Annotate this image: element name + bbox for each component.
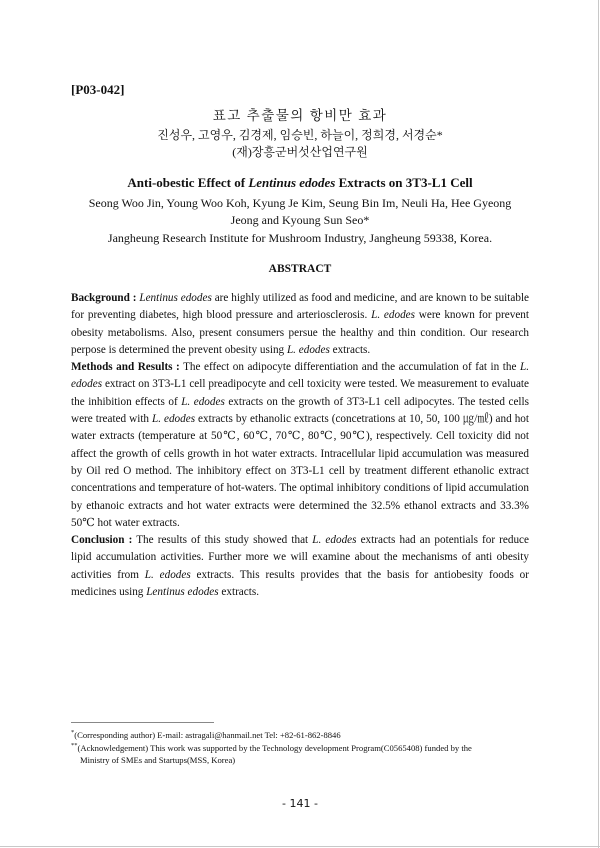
abstract-heading: ABSTRACT bbox=[268, 263, 332, 275]
text-run: extracts. This results provides that the basis for antiobesity foods or medicines using bbox=[71, 568, 529, 599]
species-name: L. edodes bbox=[371, 309, 415, 322]
footnote-mark: ** bbox=[71, 742, 78, 749]
footnote-rule bbox=[71, 722, 214, 723]
conclusion-label: Conclusion : bbox=[71, 534, 133, 547]
methods-paragraph bbox=[71, 359, 529, 532]
text-run: extracts. bbox=[329, 343, 371, 356]
text-run: extracts had an potentials for reduce lipid accumulation activities. Further more we will examine about the mechanisms of anti obesity activities from bbox=[71, 534, 529, 581]
text-run: were known for prevent obesity metabolisms. Also, present consumers persue the healthy and thin condition. Our research perpose is determined the prevent obesity using bbox=[71, 309, 529, 356]
species-name: L. edodes bbox=[181, 395, 225, 408]
footnote-mark: * bbox=[71, 729, 75, 736]
methods-label: Methods and Results : bbox=[71, 361, 180, 374]
english-title-species: Lentinus edodes bbox=[248, 175, 336, 190]
background-label: Background : bbox=[71, 292, 137, 304]
background-paragraph bbox=[71, 290, 529, 359]
footnote-text: (Corresponding author) E-mail: astragali@hanmail.net Tel: +82-61-862-8846 bbox=[74, 729, 341, 740]
species-name: L. edodes bbox=[286, 343, 330, 356]
english-authors-line1: Seong Woo Jin, Young Woo Koh, Kyung Je Kim, Seung Bin Im, Neuli Ha, Hee Gyeong bbox=[88, 196, 512, 210]
page-edge-bottom bbox=[0, 846, 600, 847]
english-title-post: Extracts on 3T3-L1 Cell bbox=[335, 175, 473, 190]
footnote-corresponding-author bbox=[71, 727, 529, 741]
page-number: - 141 - bbox=[282, 797, 318, 810]
text-run: extracts on the growth of 3T3-L1 cell adipocytes. The tested cells were treated with bbox=[71, 395, 529, 426]
conclusion-paragraph bbox=[71, 532, 529, 601]
species-name: Lentinus edodes bbox=[146, 586, 219, 599]
english-affiliation: Jangheung Research Institute for Mushroom Industry, Jangheung 59338, Korea. bbox=[107, 231, 493, 245]
text-run: extract on 3T3-L1 cell preadipocyte and cell toxicity were tested. We measurement to evaluate the inhibition effects of bbox=[71, 378, 529, 408]
korean-affiliation: (재)장흥군버섯산업연구원 bbox=[232, 145, 368, 159]
english-authors-line2: Jeong and Kyoung Sun Seo* bbox=[230, 213, 370, 227]
abstract-body bbox=[71, 290, 529, 601]
footnote-text: (Acknowledgement) This work was supported by the Technology development Program(C0565408) funded by the bbox=[77, 742, 472, 753]
text-run: extracts by ethanolic extracts (concetrations at 10, 50, 100 ㎍/㎖) and hot water extracts (temperature at 50℃, 60℃, 70℃, 80℃, 90℃), respectively. Cell toxicity did not affect the growth of cells growth in hot water extracts. Intracellular lipid accumulation was measured by Oil red O method. The inhibitory effect on 3T3-L1 cell by treatment different ethanolic extract concentrations and temperature of hot-waters. The optimal inhibitory conditions of lipid accumulation by ethanoic extracts and hot water extracts were determined the 32.5% ethanol extracts and 33.3% 50℃ hot water extracts. bbox=[71, 413, 529, 529]
species-name: L. edodes bbox=[312, 534, 357, 547]
english-title bbox=[40, 175, 560, 191]
text-run: The results of this study showed that bbox=[132, 534, 313, 547]
species-name: L. edodes bbox=[144, 568, 191, 581]
page-edge-right bbox=[598, 0, 599, 848]
species-name: L. edodes bbox=[71, 361, 529, 391]
korean-authors: 진성우, 고영우, 김경제, 임승빈, 하늘이, 정희경, 서경순* bbox=[157, 128, 443, 142]
poster-code: [P03-042] bbox=[71, 82, 125, 97]
english-title-pre: Anti-obestic Effect of bbox=[127, 175, 249, 190]
footnote-acknowledgement bbox=[71, 740, 529, 767]
text-run: extracts. bbox=[218, 586, 259, 599]
korean-title: 표고 추출물의 항비만 효과 bbox=[212, 108, 388, 123]
species-name: L. edodes bbox=[152, 413, 196, 426]
footnote-text-continued: Ministry of SMEs and Startups(MSS, Korea) bbox=[80, 755, 236, 766]
text-run: are highly utilized as food and medicine, and are known to be suitable for preventing diabetes, high blood pressure and arteriosclerosis. bbox=[71, 292, 530, 322]
species-name: Lentinus edodes bbox=[139, 292, 212, 304]
text-run: The effect on adipocyte differentiation and the accumulation of fat in the bbox=[179, 361, 520, 374]
